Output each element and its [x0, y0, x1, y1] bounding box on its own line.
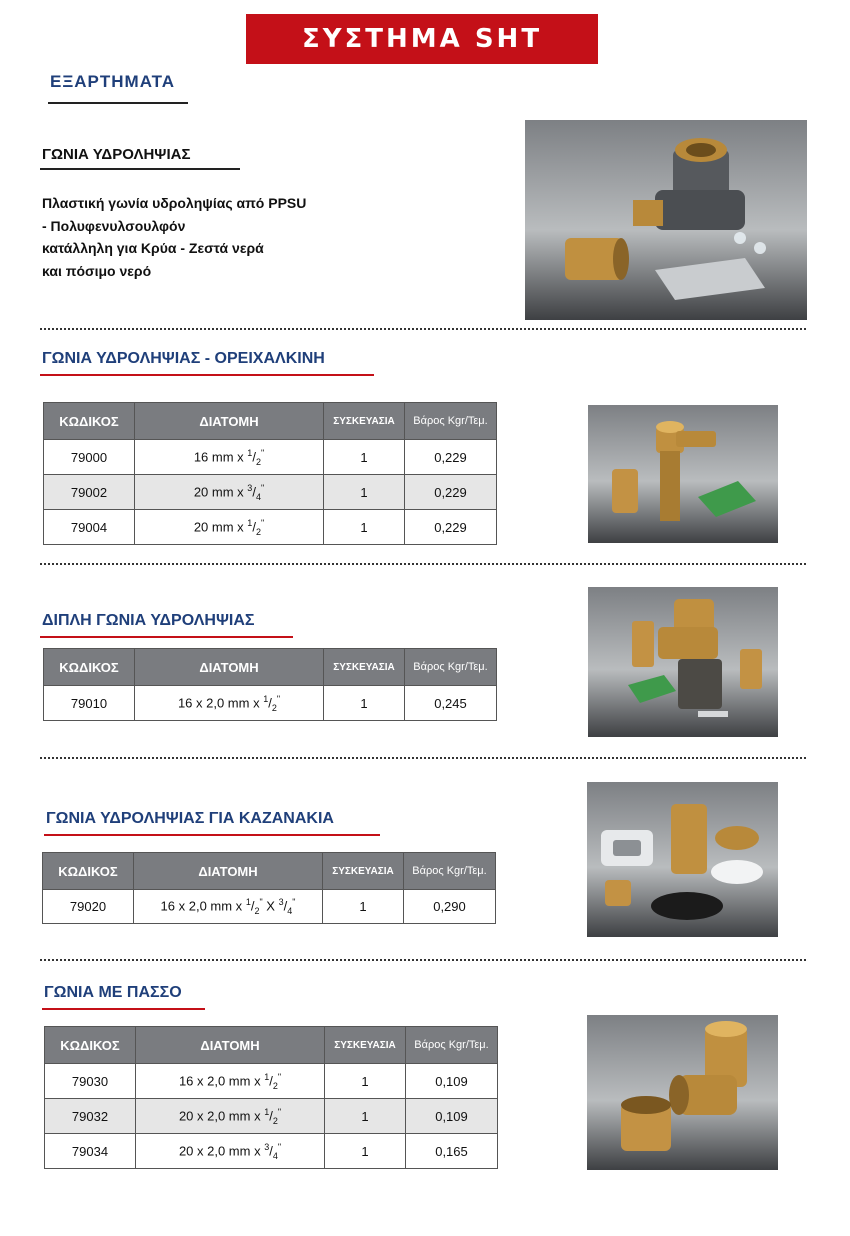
cell-size: 16 x 2,0 mm x $^1/_2^"$ X $^3/_4^"$	[134, 890, 323, 924]
cell-weight: 0,109	[406, 1064, 498, 1099]
category-title: ΕΞΑΡΤΗΜΑΤΑ	[50, 72, 175, 91]
table-row	[43, 890, 496, 924]
cell-size: 20 mm x $^3/_4^"$	[135, 475, 324, 510]
spec-table-threaded-elbow	[44, 1026, 498, 1169]
table-header-row	[44, 403, 497, 440]
section-title-brass-elbow: ΓΩΝΙΑ ΥΔΡΟΛΗΨΙΑΣ - ΟΡΕΙΧΑΛΚΙΝΗ	[42, 350, 325, 367]
cell-size: 16 x 2,0 mm x $^1/_2^"$	[136, 1064, 325, 1099]
section-divider	[40, 959, 806, 961]
product-photo-cistern-elbow	[587, 782, 778, 937]
table-header-row	[43, 853, 496, 890]
cell-weight: 0,245	[405, 686, 497, 721]
cell-weight: 0,109	[406, 1099, 498, 1134]
cell-weight: 0,229	[405, 475, 497, 510]
section-underline	[42, 1008, 205, 1010]
cell-code: 79002	[44, 475, 135, 510]
intro-underline	[40, 168, 240, 170]
section-underline	[44, 834, 380, 836]
cell-package: 1	[324, 510, 405, 545]
section-title-double-elbow: ΔΙΠΛΗ ΓΩΝΙΑ ΥΔΡΟΛΗΨΙΑΣ	[42, 612, 255, 629]
header-code: ΚΩΔΙΚΟΣ	[43, 853, 134, 890]
header-code: ΚΩΔΙΚΟΣ	[44, 403, 135, 440]
section-title-cistern-elbow: ΓΩΝΙΑ ΥΔΡΟΛΗΨΙΑΣ ΓΙΑ ΚΑΖΑΝΑΚΙΑ	[46, 810, 334, 827]
header-weight: Βάρος Kgr/Τεμ.	[404, 853, 496, 890]
cell-package: 1	[325, 1064, 406, 1099]
section-underline	[40, 374, 374, 376]
description-line: κατάλληλη για Κρύα - Ζεστά νερά	[42, 240, 264, 256]
header-code: ΚΩΔΙΚΟΣ	[45, 1027, 136, 1064]
cell-code: 79030	[45, 1064, 136, 1099]
cell-code: 79032	[45, 1099, 136, 1134]
table-header-row	[45, 1027, 498, 1064]
spec-table-double-elbow	[43, 648, 497, 721]
cell-size: 16 x 2,0 mm x $^1/_2^"$	[135, 686, 324, 721]
header-package: ΣΥΣΚΕΥΑΣΙΑ	[324, 403, 405, 440]
header-section: ΔΙΑΤΟΜΗ	[136, 1027, 325, 1064]
table-header-row	[44, 649, 497, 686]
cell-size: 20 mm x $^1/_2^"$	[135, 510, 324, 545]
section-title-threaded-elbow: ΓΩΝΙΑ ΜΕ ΠΑΣΣΟ	[44, 984, 182, 1001]
cell-size: 20 x 2,0 mm x $^1/_2^"$	[136, 1099, 325, 1134]
cell-package: 1	[324, 686, 405, 721]
table-row	[44, 440, 497, 475]
table-row	[44, 686, 497, 721]
header-weight: Βάρος Kgr/Τεμ.	[406, 1027, 498, 1064]
header-package: ΣΥΣΚΕΥΑΣΙΑ	[325, 1027, 406, 1064]
product-photo-brass-elbow	[588, 405, 778, 543]
intro-title: ΓΩΝΙΑ ΥΔΡΟΛΗΨΙΑΣ	[42, 146, 191, 163]
cell-size: 20 x 2,0 mm x $^3/_4^"$	[136, 1134, 325, 1169]
table-row	[44, 475, 497, 510]
cell-package: 1	[324, 440, 405, 475]
cell-weight: 0,229	[405, 510, 497, 545]
intro-description	[42, 192, 306, 282]
cell-weight: 0,290	[404, 890, 496, 924]
table-row	[45, 1134, 498, 1169]
table-row	[45, 1099, 498, 1134]
category-underline	[48, 102, 188, 104]
cell-code: 79000	[44, 440, 135, 475]
section-underline	[40, 636, 293, 638]
cell-code: 79004	[44, 510, 135, 545]
cell-package: 1	[324, 475, 405, 510]
section-divider	[40, 563, 806, 565]
header-code: ΚΩΔΙΚΟΣ	[44, 649, 135, 686]
page-banner: ΣΥΣΤΗΜΑ SHT	[246, 14, 598, 64]
header-weight: Βάρος Kgr/Τεμ.	[405, 403, 497, 440]
description-line: Πλαστική γωνία υδροληψίας από PPSU	[42, 195, 307, 211]
spec-table-brass-elbow	[43, 402, 497, 545]
header-section: ΔΙΑΤΟΜΗ	[135, 403, 324, 440]
product-photo-threaded-elbow	[587, 1015, 778, 1170]
table-row	[44, 510, 497, 545]
section-divider	[40, 328, 806, 330]
description-line: και πόσιμο νερό	[42, 262, 152, 279]
cell-code: 79020	[43, 890, 134, 924]
cell-weight: 0,229	[405, 440, 497, 475]
header-package: ΣΥΣΚΕΥΑΣΙΑ	[323, 853, 404, 890]
header-weight: Βάρος Kgr/Τεμ.	[405, 649, 497, 686]
product-photo-double-elbow	[588, 587, 778, 737]
cell-package: 1	[323, 890, 404, 924]
product-photo-ppsu-elbow	[525, 120, 807, 320]
cell-size: 16 mm x $^1/_2^"$	[135, 440, 324, 475]
header-section: ΔΙΑΤΟΜΗ	[135, 649, 324, 686]
cell-code: 79034	[45, 1134, 136, 1169]
cell-package: 1	[325, 1099, 406, 1134]
header-package: ΣΥΣΚΕΥΑΣΙΑ	[324, 649, 405, 686]
spec-table-cistern-elbow	[42, 852, 496, 924]
section-divider	[40, 757, 806, 759]
description-line: - Πολυφενυλσουλφόν	[42, 217, 186, 234]
cell-weight: 0,165	[406, 1134, 498, 1169]
header-section: ΔΙΑΤΟΜΗ	[134, 853, 323, 890]
table-row	[45, 1064, 498, 1099]
cell-package: 1	[325, 1134, 406, 1169]
cell-code: 79010	[44, 686, 135, 721]
